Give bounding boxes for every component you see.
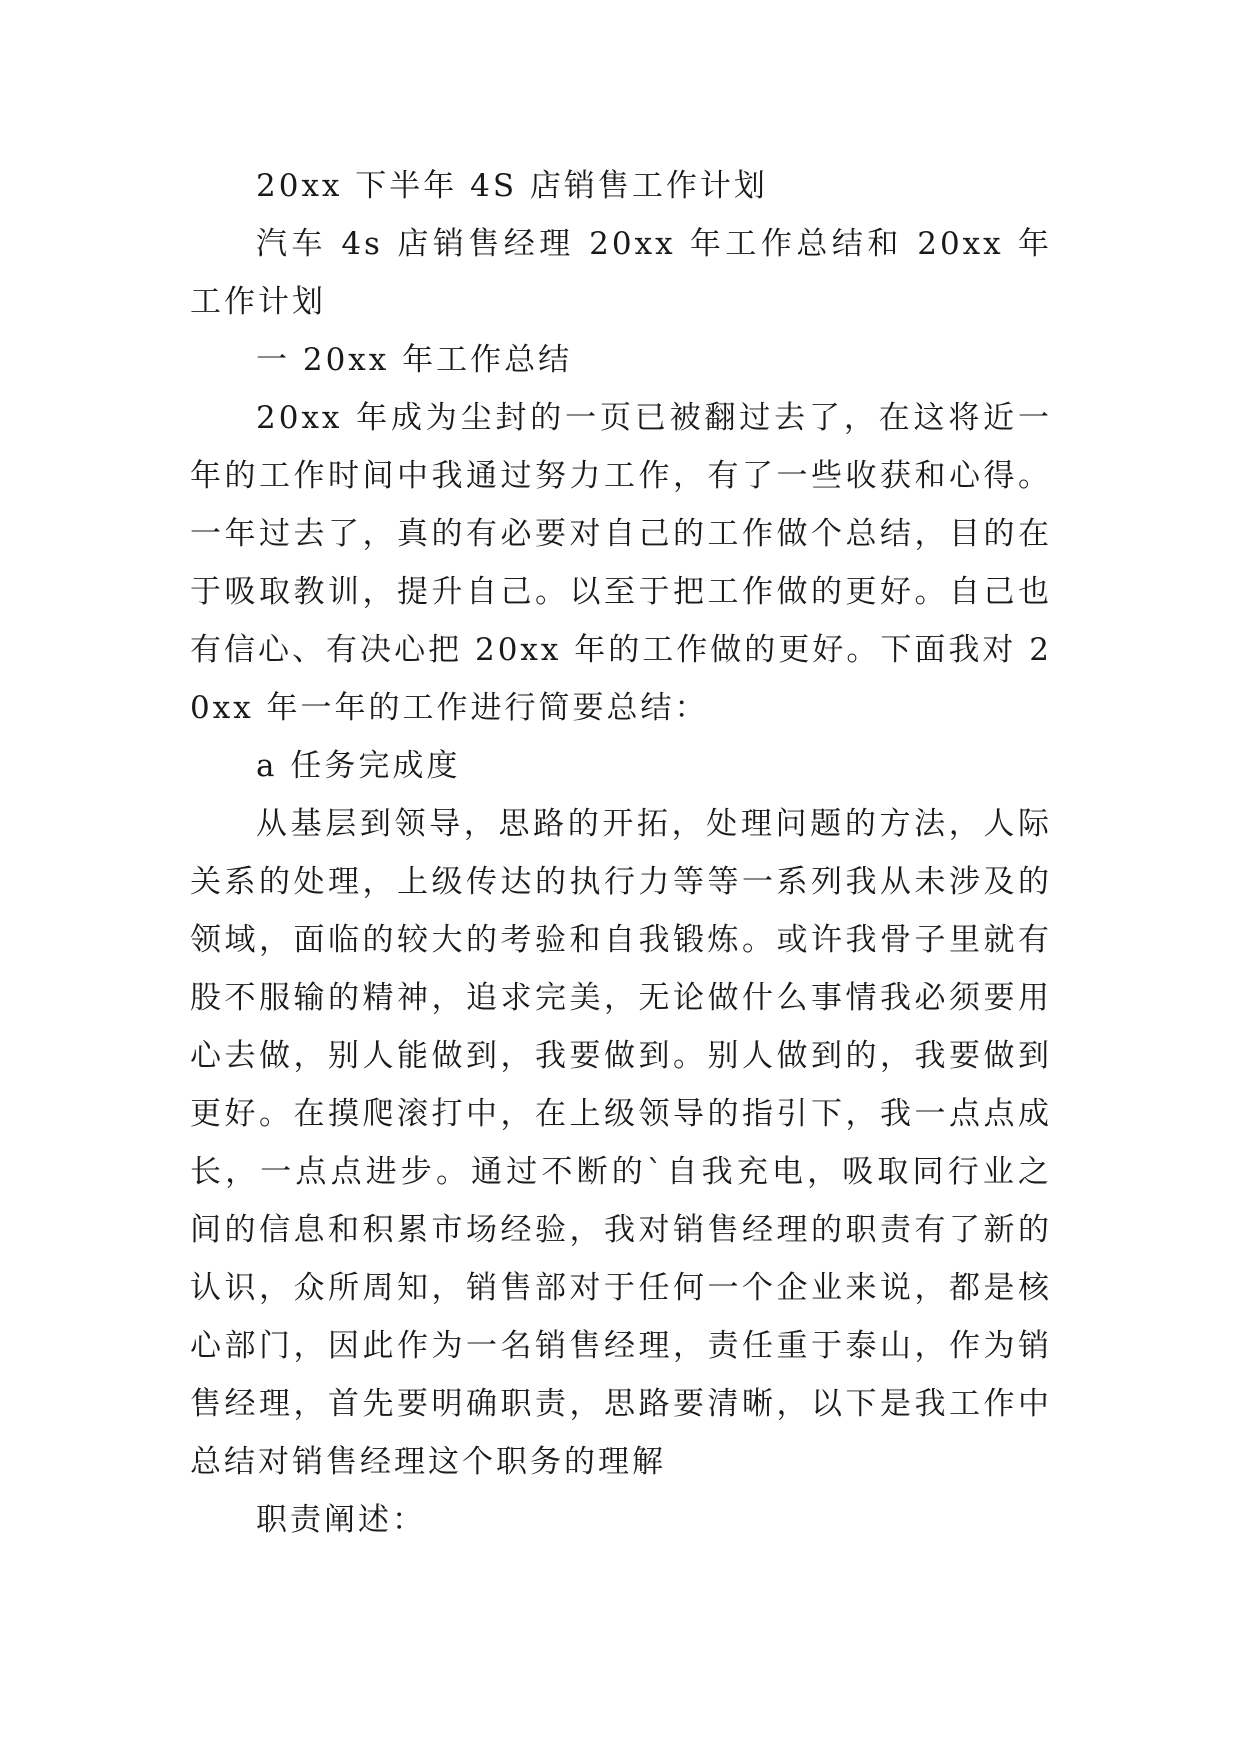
document-body [190, 157, 1052, 1549]
document-title: 20xx 下半年 4S 店销售工作计划 [256, 168, 768, 204]
paragraph-body: 从基层到领导，思路的开拓，处理问题的方法，人际关系的处理，上级传达的执行力等等一系列我从未涉及的领域，面临的较大的考验和自我锻炼。或许我骨子里就有股不服输的精神，追求完美，无论做什么事情我必须要用心去做，别人能做到，我要做到。别人做到的，我要做到更好。在摸爬滚打中，在上级领导的指引下，我一点点成长，一点点进步。通过不断的`自我充电，吸取同行业之间的信息和积累市场经验，我对销售经理的职责有了新的认识，众所周知，销售部对于任何一个企业来说，都是核心部门，因此作为一名销售经理，责任重于泰山，作为销售经理，首先要明确职责，思路要清晰，以下是我工作中总结对销售经理这个职务的理解 [190, 806, 1052, 1480]
subheading-duties: 职责阐述： [256, 1502, 426, 1538]
document-subtitle: 汽车 4s 店销售经理 20xx 年工作总结和 20xx 年工作计划 [190, 226, 1052, 320]
section-heading-summary: 一 20xx 年工作总结 [256, 342, 573, 378]
subheading-task-completion: a 任务完成度 [256, 748, 461, 784]
paragraph-intro: 20xx 年成为尘封的一页已被翻过去了，在这将近一年的工作时间中我通过努力工作，有了一些收获和心得。一年过去了，真的有必要对自己的工作做个总结，目的在于吸取教训，提升自己。以至于把工作做的更好。自己也有信心、有决心把 20xx 年的工作做的更好。下面我对 20xx 年一年的工作进行简要总结： [190, 400, 1052, 726]
